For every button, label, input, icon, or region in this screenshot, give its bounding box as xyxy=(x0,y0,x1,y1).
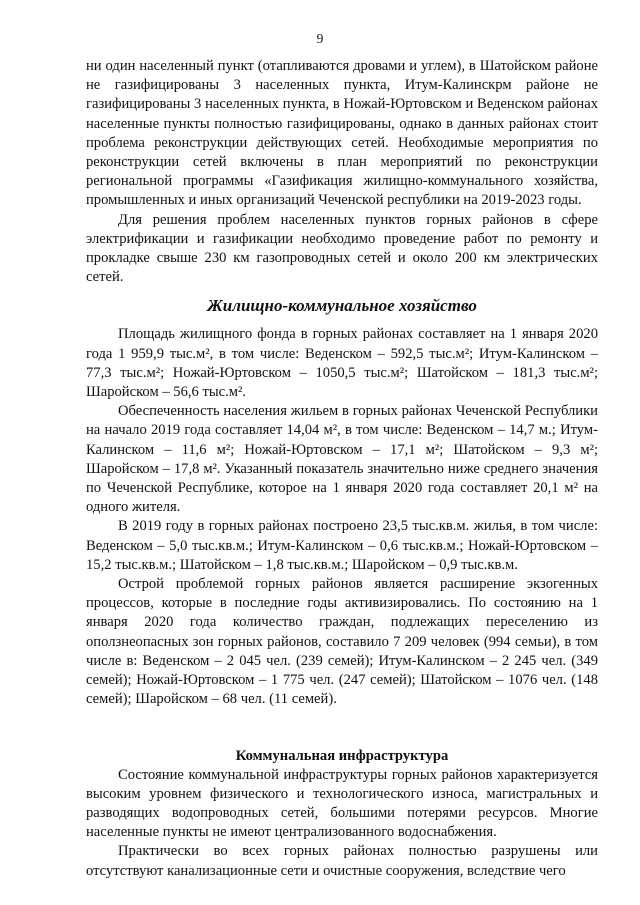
paragraph-gas-networks: ни один населенный пункт (отапливаются дровами и углем), в Шатойском районе не газифицированы 3 населенных пункта, Итум-Калинскрм районе не газифицированы 3 населенных пункта, в Ножай-Юртовском и Веденском районах населенные пункты полностью газифицированы, однако в данных районах стоит проблема реконструкции действующих сетей. Необходимые мероприятия по реконструкции сетей включены в план мероприятий по реконструкции региональной программы «Газификация жилищно-коммунального хозяйства, промышленных и иных организаций Чеченской республики на 2019-2023 годы. xyxy=(86,58,598,209)
paragraph-sewerage: Практически во всех горных районах полностью разрушены или отсутствуют канализационные сети и очистные сооружения, вследствие чего xyxy=(86,843,598,879)
section-heading-housing: Жилищно-коммунальное хозяйство xyxy=(207,296,477,316)
page-content xyxy=(86,57,598,881)
section-heading-utilities: Коммунальная инфраструктура xyxy=(235,747,449,764)
page-number: 9 xyxy=(316,31,324,46)
paragraph-construction-2019: В 2019 году в горных районах построено 23,5 тыс.кв.м. жилья, в том числе: Веденском – 5,0 тыс.кв.м.; Итум-Калинском – 0,6 тыс.кв.м.; Ножай-Юртовском – 15,2 тыс.кв.м.; Шатойском – 1,8 тыс.кв.м.; Шаройском – 0,9 тыс.кв.м. xyxy=(86,518,598,573)
paragraph-housing-provision: Обеспеченность населения жильем в горных районах Чеченской Республики на начало 2019 года составляет 14,04 м², в том числе: Веденском – 14,7 м.; Итум-Калинском – 11,6 м²; Ножай-Юртовском – 17,1 м²; Шатойском – 9,3 м²; Шаройском – 17,8 м². Указанный показатель значительно ниже среднего значения по Чеченской Республике, которое на 1 января 2020 года составляет 20,1 м² на одного жителя. xyxy=(86,403,598,516)
paragraph-electrification: Для решения проблем населенных пунктов горных районов в сфере электрификации и газификации необходимо проведение работ по ремонту и прокладке свыше 230 км газопроводных сетей и около 200 км электрических сетей. xyxy=(86,211,598,286)
paragraph-landslide-resettlement: Острой проблемой горных районов является расширение экзогенных процессов, которые в последние годы активизировались. По состоянию на 1 января 2020 года количество граждан, подлежащих переселению из оползнеопасных зон горных районов, составило 7 209 человек (994 семьи), в том числе в: Веденском – 2 045 чел. (239 семей); Итум-Калинском – 2 245 чел. (349 семей); Ножай-Юртовском – 1 775 чел. (247 семей); Шатойском – 1076 чел. (148 семей); Шаройском – 68 чел. (11 семей). xyxy=(86,576,598,708)
paragraph-housing-area: Площадь жилищного фонда в горных районах составляет на 1 января 2020 года 1 959,9 тыс.м², в том числе: Веденском – 592,5 тыс.м²; Итум-Калинском – 77,3 тыс.м²; Ножай-Юртовском – 1050,5 тыс.м²; Шатойском – 181,3 тыс.м²; Шаройском – 56,6 тыс.м². xyxy=(86,326,598,401)
paragraph-utilities-condition: Состояние коммунальной инфраструктуры горных районов характеризуется высоким уровнем физического и технологического износа, магистральных и разводящих водопроводных сетей, большими потерями ресурсов. Многие населенные пункты не имеют централизованного водоснабжения. xyxy=(86,766,598,841)
